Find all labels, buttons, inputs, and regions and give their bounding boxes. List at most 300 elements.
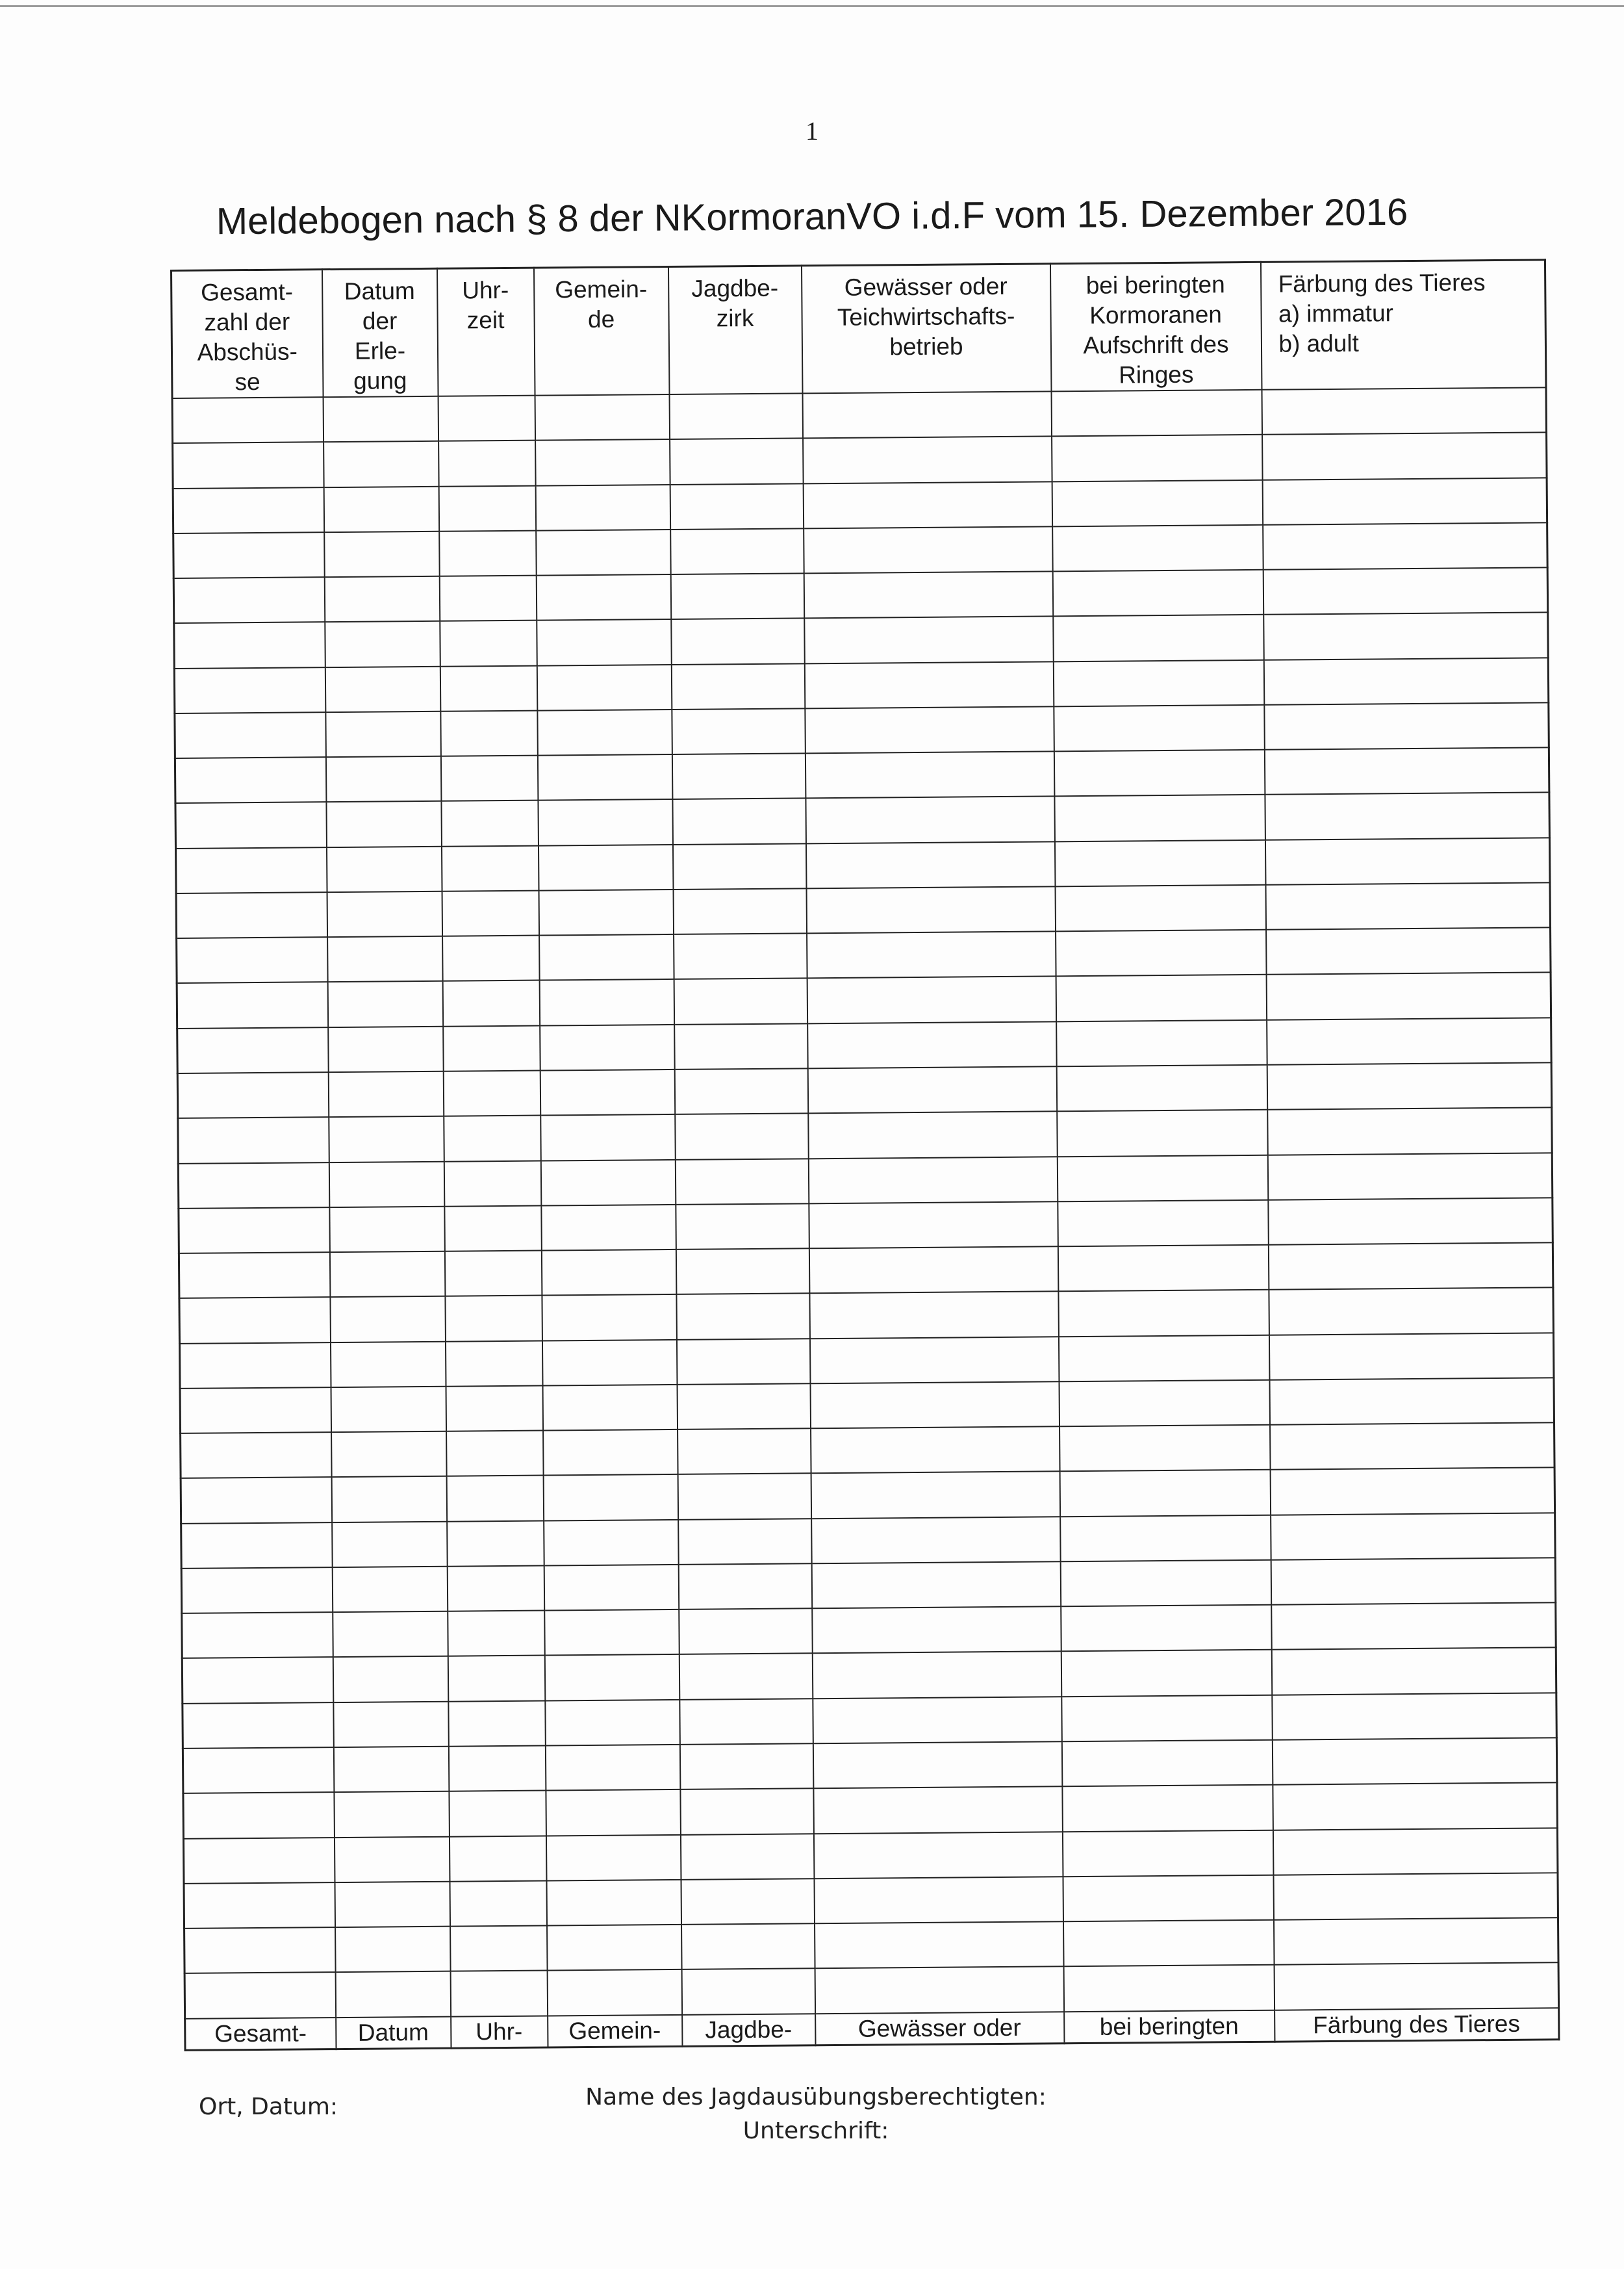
entry-cell[interactable] <box>671 619 805 665</box>
entry-cell[interactable] <box>542 1294 677 1340</box>
entry-cell[interactable] <box>1062 1830 1273 1877</box>
entry-cell[interactable] <box>540 1070 675 1116</box>
entry-cell[interactable] <box>672 799 806 845</box>
entry-cell[interactable] <box>177 1027 329 1073</box>
entry-cell[interactable] <box>805 706 1054 753</box>
entry-cell[interactable] <box>173 442 324 488</box>
entry-cell[interactable] <box>179 1207 330 1253</box>
entry-cell[interactable] <box>1053 615 1264 661</box>
entry-cell[interactable] <box>184 1882 335 1929</box>
entry-cell[interactable] <box>330 1341 446 1387</box>
entry-cell[interactable] <box>331 1431 447 1478</box>
entry-cell[interactable] <box>542 1340 677 1386</box>
entry-cell[interactable] <box>179 1342 331 1389</box>
entry-cell[interactable] <box>1274 1963 1559 2010</box>
entry-cell[interactable] <box>178 1117 329 1163</box>
entry-cell[interactable] <box>184 1972 336 2019</box>
entry-cell[interactable] <box>328 1071 444 1118</box>
entry-cell[interactable] <box>681 1878 815 1925</box>
entry-cell[interactable] <box>182 1658 333 1704</box>
entry-cell[interactable] <box>1266 928 1551 975</box>
entry-cell[interactable] <box>1052 480 1263 526</box>
entry-cell[interactable] <box>537 710 672 756</box>
entry-cell[interactable] <box>443 1025 540 1071</box>
entry-cell[interactable] <box>335 1881 450 1927</box>
entry-cell[interactable] <box>676 1339 810 1385</box>
entry-cell[interactable] <box>184 1927 336 1973</box>
entry-cell[interactable] <box>178 1162 329 1209</box>
entry-cell[interactable] <box>546 1834 681 1880</box>
entry-cell[interactable] <box>1262 433 1547 480</box>
entry-cell[interactable] <box>1268 1242 1553 1290</box>
entry-cell[interactable] <box>183 1838 335 1884</box>
entry-cell[interactable] <box>809 1201 1058 1248</box>
entry-cell[interactable] <box>1061 1695 1273 1741</box>
entry-cell[interactable] <box>803 481 1052 528</box>
entry-cell[interactable] <box>1273 1828 1558 1875</box>
entry-cell[interactable] <box>179 1297 331 1343</box>
entry-cell[interactable] <box>326 801 442 847</box>
entry-cell[interactable] <box>329 1251 445 1298</box>
column-header-ring-inscription: bei beringten Kormoranen Aufschrift des Ringes <box>1050 262 1262 391</box>
entry-cell[interactable] <box>334 1791 450 1838</box>
entry-cell[interactable] <box>537 665 672 711</box>
entry-cell[interactable] <box>680 1834 814 1880</box>
entry-cell[interactable] <box>672 753 806 799</box>
entry-cell[interactable] <box>535 439 670 485</box>
entry-cell[interactable] <box>440 665 537 711</box>
entry-cell[interactable] <box>183 1702 334 1749</box>
entry-cell[interactable] <box>324 441 439 487</box>
entry-cell[interactable] <box>1271 1558 1556 1605</box>
entry-cell[interactable] <box>1273 1783 1558 1830</box>
entry-cell[interactable] <box>1058 1290 1269 1337</box>
entry-cell[interactable] <box>325 666 440 712</box>
entry-cell[interactable] <box>333 1656 448 1702</box>
entry-cell[interactable] <box>670 439 804 485</box>
entry-cell[interactable] <box>1058 1200 1269 1247</box>
entry-cell[interactable] <box>547 1969 682 2016</box>
entry-cell[interactable] <box>537 754 672 801</box>
entry-cell[interactable] <box>813 1832 1063 1878</box>
entry-cell[interactable] <box>327 981 443 1027</box>
column-header-total-count: Gesamt- zahl der Abschüs- se <box>171 270 324 398</box>
report-form <box>170 259 1558 2051</box>
entry-cell[interactable] <box>544 1520 679 1566</box>
entry-cell[interactable] <box>540 1025 675 1071</box>
entry-cell[interactable] <box>446 1476 544 1521</box>
entry-cell[interactable] <box>675 1114 809 1160</box>
entry-cell[interactable] <box>802 391 1052 438</box>
footer-cell-total-count: Gesamt- <box>185 2018 336 2050</box>
entry-cell[interactable] <box>804 661 1054 708</box>
entry-cell[interactable] <box>1273 1917 1558 1965</box>
entry-cell[interactable] <box>807 1066 1057 1113</box>
entry-cell[interactable] <box>331 1387 446 1433</box>
entry-cell[interactable] <box>1271 1648 1556 1695</box>
entry-cell[interactable] <box>442 981 540 1026</box>
entry-cell[interactable] <box>330 1296 446 1342</box>
entry-cell[interactable] <box>331 1476 447 1522</box>
entry-cell[interactable] <box>335 1927 451 1973</box>
entry-cell[interactable] <box>333 1611 448 1658</box>
entry-cell[interactable] <box>177 937 328 983</box>
entry-cell[interactable] <box>676 1294 810 1340</box>
entry-cell[interactable] <box>1267 1062 1552 1110</box>
entry-cell[interactable] <box>1056 975 1267 1021</box>
entry-cell[interactable] <box>1059 1380 1270 1427</box>
entry-cell[interactable] <box>334 1836 450 1882</box>
entry-cell[interactable] <box>440 621 537 666</box>
entry-cell[interactable] <box>443 1071 540 1116</box>
entry-cell[interactable] <box>442 890 539 936</box>
entry-cell[interactable] <box>674 979 807 1025</box>
entry-cell[interactable] <box>1054 705 1265 752</box>
entry-cell[interactable] <box>1271 1513 1556 1560</box>
entry-cell[interactable] <box>329 1161 444 1207</box>
entry-cell[interactable] <box>1271 1602 1556 1650</box>
entry-cell[interactable] <box>442 936 540 981</box>
entry-cell[interactable] <box>681 1923 815 1969</box>
entry-cell[interactable] <box>441 801 539 846</box>
entry-cell[interactable] <box>679 1699 813 1745</box>
entry-cell[interactable] <box>544 1565 679 1611</box>
entry-cell[interactable] <box>672 843 806 890</box>
entry-cell[interactable] <box>438 396 535 441</box>
entry-cell[interactable] <box>181 1522 333 1569</box>
entry-cell[interactable] <box>544 1654 679 1700</box>
entry-cell[interactable] <box>546 1789 681 1836</box>
entry-cell[interactable] <box>181 1567 333 1613</box>
entry-cell[interactable] <box>669 393 803 439</box>
entry-cell[interactable] <box>1059 1425 1271 1472</box>
entry-cell[interactable] <box>1056 930 1267 977</box>
entry-cell[interactable] <box>1051 390 1262 437</box>
entry-cell[interactable] <box>446 1385 543 1431</box>
entry-cell[interactable] <box>441 845 539 891</box>
entry-cell[interactable] <box>677 1383 811 1429</box>
entry-cell[interactable] <box>678 1428 811 1474</box>
entry-cell[interactable] <box>811 1561 1061 1608</box>
entry-cell[interactable] <box>328 1026 444 1072</box>
entry-cell[interactable] <box>438 441 536 486</box>
entry-cell[interactable] <box>1052 435 1263 481</box>
entry-cell[interactable] <box>674 1068 808 1114</box>
entry-cell[interactable] <box>325 621 440 667</box>
footer-cell-municipality: Gemein- <box>548 2015 682 2047</box>
entry-cell[interactable] <box>539 979 674 1025</box>
entry-cell[interactable] <box>1267 1153 1553 1200</box>
entry-cell[interactable] <box>1061 1650 1272 1697</box>
column-header-time: Uhr- zeit <box>437 268 535 396</box>
entry-cell[interactable] <box>545 1745 680 1791</box>
entry-cell[interactable] <box>1058 1245 1269 1292</box>
entry-cell[interactable] <box>809 1292 1059 1339</box>
entry-cell[interactable] <box>809 1246 1058 1293</box>
entry-cell[interactable] <box>324 486 439 532</box>
entry-cell[interactable] <box>444 1251 542 1296</box>
entry-cell[interactable] <box>327 936 443 982</box>
entry-cell[interactable] <box>813 1787 1063 1834</box>
entry-cell[interactable] <box>450 1971 548 2017</box>
entry-cell[interactable] <box>449 1791 546 1836</box>
entry-cell[interactable] <box>1262 387 1547 435</box>
entry-cell[interactable] <box>810 1381 1059 1428</box>
entry-cell[interactable] <box>1061 1605 1272 1652</box>
entry-cell[interactable] <box>1052 570 1263 617</box>
entry-cell[interactable] <box>174 622 325 668</box>
entry-cell[interactable] <box>1267 1018 1552 1065</box>
entry-cell[interactable] <box>541 1205 676 1251</box>
entry-cell[interactable] <box>676 1248 809 1294</box>
entry-cell[interactable] <box>1054 840 1265 886</box>
entry-cell[interactable] <box>173 577 325 623</box>
entry-cell[interactable] <box>814 1877 1063 1923</box>
entry-cell[interactable] <box>811 1472 1060 1519</box>
entry-cell[interactable] <box>811 1517 1061 1563</box>
entry-cell[interactable] <box>177 982 328 1029</box>
entry-cell[interactable] <box>1055 885 1266 932</box>
entry-cell[interactable] <box>815 1967 1064 2014</box>
entry-cell[interactable] <box>671 663 805 710</box>
entry-cell[interactable] <box>804 617 1054 663</box>
entry-cell[interactable] <box>182 1612 333 1658</box>
entry-cell[interactable] <box>1265 838 1550 885</box>
entry-cell[interactable] <box>547 1925 682 1971</box>
entry-cell[interactable] <box>329 1207 445 1253</box>
entry-cell[interactable] <box>673 888 807 934</box>
entry-cell[interactable] <box>813 1741 1062 1788</box>
entry-cell[interactable] <box>670 573 804 619</box>
entry-cell[interactable] <box>678 1563 812 1609</box>
entry-cell[interactable] <box>446 1431 544 1476</box>
entry-cell[interactable] <box>806 797 1055 843</box>
entry-cell[interactable] <box>1057 1155 1268 1201</box>
entry-cell[interactable] <box>540 1114 676 1160</box>
signature-label: Unterschrift: <box>742 2118 889 2144</box>
entry-cell[interactable] <box>806 886 1056 933</box>
entry-cell[interactable] <box>1264 702 1549 750</box>
entry-cell[interactable] <box>448 1611 545 1656</box>
entry-cell[interactable] <box>1063 1965 1275 2012</box>
entry-cell[interactable] <box>540 1159 676 1205</box>
entry-cell[interactable] <box>181 1432 332 1478</box>
entry-cell[interactable] <box>333 1701 449 1747</box>
entry-cell[interactable] <box>544 1609 679 1656</box>
entry-cell[interactable] <box>183 1792 335 1838</box>
entry-cell[interactable] <box>679 1654 813 1700</box>
entry-cell[interactable] <box>545 1700 680 1746</box>
entry-cell[interactable] <box>538 799 673 845</box>
entry-cell[interactable] <box>325 711 441 758</box>
entry-cell[interactable] <box>541 1250 676 1296</box>
entry-cell[interactable] <box>1061 1740 1273 1787</box>
entry-cell[interactable] <box>670 528 804 574</box>
entry-cell[interactable] <box>445 1340 542 1386</box>
entry-cell[interactable] <box>438 485 536 531</box>
entry-cell[interactable] <box>804 571 1053 618</box>
entry-cell[interactable] <box>445 1296 542 1341</box>
entry-cell[interactable] <box>670 483 804 530</box>
entry-cell[interactable] <box>674 1023 808 1070</box>
entry-cell[interactable] <box>173 487 324 533</box>
entry-cell[interactable] <box>181 1477 332 1523</box>
entry-cell[interactable] <box>1263 567 1548 615</box>
entry-cell[interactable] <box>805 751 1054 798</box>
entry-cell[interactable] <box>1263 658 1549 705</box>
entry-cell[interactable] <box>176 892 327 938</box>
entry-cell[interactable] <box>1268 1198 1553 1245</box>
entry-cell[interactable] <box>444 1205 542 1251</box>
entry-cell[interactable] <box>175 802 327 849</box>
entry-cell[interactable] <box>807 977 1056 1023</box>
entry-cell[interactable] <box>324 532 440 578</box>
entry-cell[interactable] <box>1272 1693 1557 1740</box>
entry-cell[interactable] <box>175 712 326 758</box>
entry-cell[interactable] <box>675 1159 809 1205</box>
entry-cell[interactable] <box>180 1387 331 1433</box>
entry-cell[interactable] <box>439 530 537 576</box>
entry-cell[interactable] <box>812 1652 1061 1699</box>
entry-cell[interactable] <box>807 1021 1057 1068</box>
entry-cell[interactable] <box>1273 1873 1558 1920</box>
entry-cell[interactable] <box>439 576 537 621</box>
entry-cell[interactable] <box>172 397 324 443</box>
entry-cell[interactable] <box>327 891 442 938</box>
entry-cell[interactable] <box>448 1700 546 1746</box>
entry-cell[interactable] <box>332 1567 448 1613</box>
entry-cell[interactable] <box>808 1112 1058 1159</box>
entry-cell[interactable] <box>440 756 538 801</box>
entry-cell[interactable] <box>672 708 806 754</box>
entry-cell[interactable] <box>1054 750 1265 797</box>
entry-cell[interactable] <box>807 932 1056 979</box>
entry-cell[interactable] <box>536 530 671 576</box>
entry-cell[interactable] <box>1063 1875 1274 1922</box>
entry-cell[interactable] <box>333 1747 449 1793</box>
entry-cell[interactable] <box>1265 793 1550 840</box>
entry-cell[interactable] <box>680 1789 814 1835</box>
entry-cell[interactable] <box>679 1743 813 1789</box>
scan-edge-line <box>0 5 1624 7</box>
entry-cell[interactable] <box>806 841 1055 888</box>
entry-cell[interactable] <box>811 1426 1060 1473</box>
entry-cell[interactable] <box>1269 1288 1554 1335</box>
entry-cell[interactable] <box>1269 1333 1554 1380</box>
entry-cell[interactable] <box>546 1880 681 1926</box>
entry-cell[interactable] <box>444 1116 541 1161</box>
entry-cell[interactable] <box>1054 795 1265 841</box>
entry-cell[interactable] <box>813 1697 1062 1743</box>
entry-cell[interactable] <box>1060 1560 1271 1607</box>
entry-cell[interactable] <box>329 1116 444 1162</box>
entry-cell[interactable] <box>174 667 325 713</box>
entry-cell[interactable] <box>1263 613 1549 660</box>
entry-cell[interactable] <box>536 574 671 621</box>
column-header-coloring: Färbung des Tieres a) immatur b) adult <box>1260 260 1546 390</box>
entry-cell[interactable] <box>448 1656 545 1701</box>
entry-cell[interactable] <box>440 710 538 756</box>
entry-cell[interactable] <box>539 890 674 936</box>
entry-cell[interactable] <box>325 756 441 802</box>
entry-cell[interactable] <box>542 1385 678 1431</box>
entry-cell[interactable] <box>449 1836 546 1881</box>
entry-cell[interactable] <box>177 1072 329 1118</box>
entry-cell[interactable] <box>1270 1422 1555 1470</box>
entry-cell[interactable] <box>535 394 670 441</box>
column-header-municipality: Gemein- de <box>533 266 669 395</box>
entry-cell[interactable] <box>543 1474 678 1520</box>
entry-cell[interactable] <box>1058 1335 1269 1381</box>
entry-cell[interactable] <box>1053 660 1264 706</box>
entry-cell[interactable] <box>175 757 326 803</box>
entry-cell[interactable] <box>183 1747 334 1793</box>
entry-cell[interactable] <box>179 1252 330 1298</box>
entry-cell[interactable] <box>1267 1108 1553 1155</box>
entry-cell[interactable] <box>535 485 670 531</box>
entry-cell[interactable] <box>447 1565 544 1611</box>
entry-cell[interactable] <box>1057 1110 1268 1157</box>
entry-cell[interactable] <box>175 847 327 893</box>
entry-cell[interactable] <box>1063 1920 1275 1967</box>
entry-cell[interactable] <box>1062 1785 1273 1832</box>
entry-cell[interactable] <box>809 1337 1059 1383</box>
entry-cell[interactable] <box>1269 1378 1554 1425</box>
entry-cell[interactable] <box>326 846 442 892</box>
entry-cell[interactable] <box>537 619 672 665</box>
entry-cell[interactable] <box>1056 1065 1267 1112</box>
entry-cell[interactable] <box>808 1157 1058 1203</box>
entry-cell[interactable] <box>1263 522 1548 570</box>
entry-cell[interactable] <box>447 1520 544 1566</box>
entry-cell[interactable] <box>539 934 674 981</box>
entry-cell[interactable] <box>543 1429 678 1476</box>
entry-cell[interactable] <box>1265 882 1551 930</box>
entry-cell[interactable] <box>538 845 673 891</box>
entry-cell[interactable] <box>1272 1737 1557 1785</box>
entry-cell[interactable] <box>678 1519 812 1565</box>
entry-cell[interactable] <box>804 526 1053 573</box>
entry-cell[interactable] <box>803 437 1052 483</box>
entry-cell[interactable] <box>1270 1468 1555 1515</box>
entry-cell[interactable] <box>444 1160 541 1206</box>
entry-cell[interactable] <box>674 934 807 980</box>
entry-cell[interactable] <box>1266 973 1551 1020</box>
entry-cell[interactable] <box>324 576 440 622</box>
entry-cell[interactable] <box>1056 1020 1267 1067</box>
entry-cell[interactable] <box>1264 747 1549 795</box>
entry-cell[interactable] <box>812 1606 1061 1653</box>
entry-cell[interactable] <box>323 396 438 442</box>
entry-cell[interactable] <box>450 1926 548 1971</box>
entry-cell[interactable] <box>1262 478 1547 525</box>
entry-cell[interactable] <box>332 1521 448 1567</box>
entry-cell[interactable] <box>448 1746 546 1791</box>
entry-cell[interactable] <box>1052 525 1263 572</box>
entry-cell[interactable] <box>678 1474 811 1520</box>
entry-cell[interactable] <box>681 1969 815 2015</box>
entry-cell[interactable] <box>676 1203 809 1250</box>
entry-cell[interactable] <box>173 532 325 578</box>
entry-cell[interactable] <box>450 1880 547 1926</box>
report-table <box>170 259 1560 2051</box>
entry-cell[interactable] <box>335 1971 451 2018</box>
entry-cell[interactable] <box>679 1608 813 1654</box>
entry-cell[interactable] <box>815 1921 1064 1968</box>
footer-cell-water-body: Gewässer oder <box>815 2012 1064 2045</box>
entry-cell[interactable] <box>1060 1515 1271 1561</box>
entry-cell[interactable] <box>1059 1470 1271 1517</box>
